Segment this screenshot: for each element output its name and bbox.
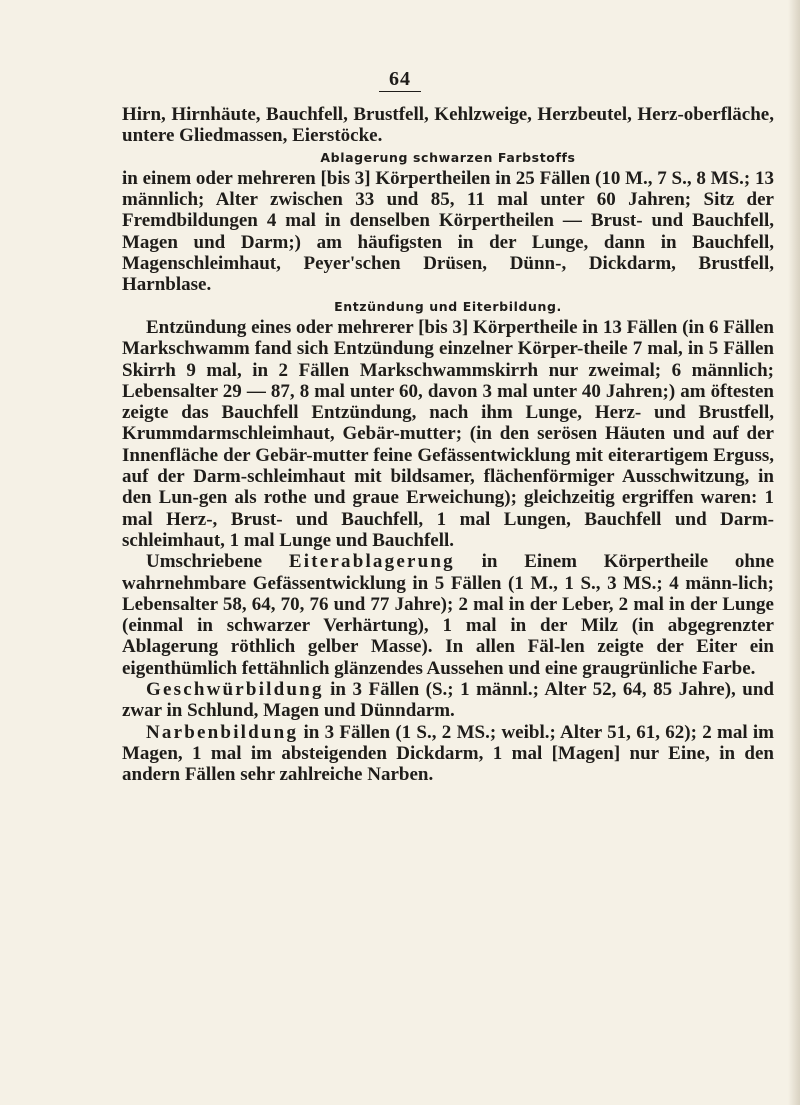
section-heading-entzuendung: Entzündung und Eiterbildung. [334,298,562,314]
paragraph-geschwuerbildung [122,679,774,722]
page-edge-shadow [788,0,800,1105]
paragraph-rest: in 3 Fällen (1 S., 2 MS.; weibl.; Alter 51, 61, 62); 2 mal im Magen, 1 mal im absteigenden Dickdarm, 1 mal [Magen] nur Eine, in den andern Fällen sehr zahlreiche Narben. [122,721,774,786]
term-geschwuerbildung: Geschwürbildung [146,679,324,701]
paragraph-rest: in 3 Fällen (S.; 1 männl.; Alter 52, 64, 85 Jahre), und zwar in Schlund, Magen und Dünndarm. [122,679,774,722]
paragraph-rest: in Einem Körpertheile ohne wahrnehmbare Gefässentwicklung in 5 Fällen (1 M., 1 S., 3 MS.; 4 männ-lich; Lebensalter 58, 64, 70, 76 und 77 Jahre); 2 mal in der Leber, 2 mal in der Lunge (einmal in schwarzer Verhärtung), 1 mal in der Milz (in abgegrenzter Ablagerung röthlich gelber Masse). In allen Fäl-len zeigte der Eiter ein eigenthümlich fettähnlich glänzendes Aussehen und eine graugrünliche Farbe. [122,551,774,679]
term-narbenbildung: Narbenbildung [146,721,299,743]
paragraph-farbstoff: in einem oder mehreren [bis 3] Körpertheilen in 25 Fällen (10 M., 7 S., 8 MS.; 13 männlich; Alter zwischen 33 und 85, 11 mal unter 60 Jahren; Sitz der Fremdbildungen 4 mal in denselben Körpertheilen — Brust- und Bauchfell, Magen und Darm;) am häufigsten in der Lunge, dann in Bauchfell, Magenschleimhaut, Peyer'schen Drüsen, Dünn-, Dickdarm, Brustfell, Harnblase. [122,167,774,296]
body-text [122,104,774,786]
paragraph-lead: Umschriebene [146,551,289,573]
term-eiterablagerung: Eiterablagerung [288,551,455,573]
paragraph-narbenbildung [122,722,774,786]
page-number [0,68,800,91]
paragraph-organ-list: Hirn, Hirnhäute, Bauchfell, Brustfell, Kehlzweige, Herzbeutel, Herz-oberfläche, untere Gliedmassen, Eierstöcke. [122,104,774,147]
page-number-text: 64 [379,68,421,92]
paragraph-eiterablagerung [122,551,774,679]
paragraph-entzuendung: Entzündung eines oder mehrerer [bis 3] Körpertheile in 13 Fällen (in 6 Fällen Markschwamm fand sich Entzündung einzelner Körper-theile 7 mal, in 5 Fällen Skirrh 9 mal, in 2 Fällen Markschwammskirrh nur zweimal; 6 männlich; Lebensalter 29 — 87, 8 mal unter 60, davon 3 mal unter 40 Jahren;) am öftesten zeigte das Bauchfell Entzündung, nach ihm Lunge, Herz- und Brustfell, Krummdarmschleimhaut, Gebär-mutter; (in den serösen Häuten und auf der Innenfläche der Gebär-mutter feine Gefässentwicklung mit eiterartigem Erguss, auf der Darm-schleimhaut mit bildsamer, flächenförmiger Ausschwitzung, in den Lun-gen als rothe und graue Erweichung); gleichzeitig ergriffen waren: 1 mal Herz-, Brust- und Bauchfell, 1 mal Lungen, Bauchfell und Darm-schleimhaut, 1 mal Lunge und Bauchfell. [122,316,774,551]
section-heading-farbstoff: Ablagerung schwarzen Farbstoffs [320,149,576,165]
